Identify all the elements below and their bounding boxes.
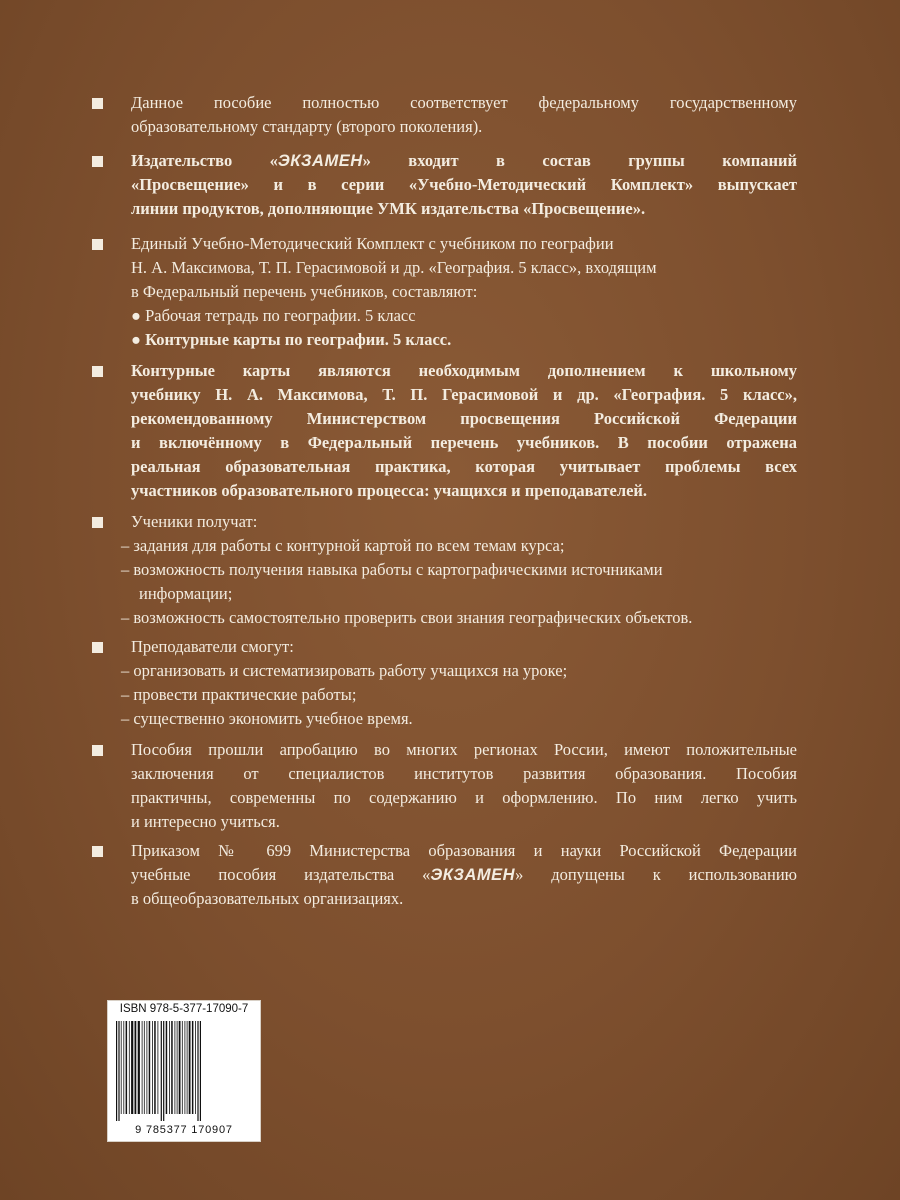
barcode-bar [179, 1021, 181, 1114]
isbn-label: ISBN 978-5-377-17090-7 [119, 1003, 249, 1015]
section-title: Преподаватели смогут: [131, 637, 294, 656]
barcode-bar [138, 1021, 140, 1114]
section-students [92, 510, 797, 630]
square-bullet-icon [92, 98, 103, 109]
text-line: учебные пособия издательства «ЭКЗАМЕН» допущены к использованию [131, 865, 797, 884]
barcode-bar [197, 1021, 198, 1121]
square-bullet-icon [92, 156, 103, 167]
section-contour-maps [92, 359, 797, 503]
barcode-bar [154, 1021, 156, 1114]
barcode-bar [166, 1021, 168, 1114]
section-title: Ученики получат: [131, 512, 258, 531]
brand-name: ЭКЗАМЕН [277, 152, 363, 170]
square-bullet-icon [92, 745, 103, 756]
barcode-bar [118, 1021, 119, 1121]
text-line: Приказом № 699 Министерства образования и науки Российской Федерации [131, 841, 797, 860]
barcode-bar [177, 1021, 178, 1114]
text-line: учебнику Н. А. Максимова, Т. П. Герасимовой и др. «География. 5 класс», [131, 385, 797, 404]
list-item: – существенно экономить учебное время. [121, 709, 413, 728]
barcode-digits: 9 785377 170907 [135, 1124, 233, 1136]
barcode-bar [161, 1021, 162, 1121]
barcode-bar [185, 1021, 186, 1114]
barcode-bar [116, 1021, 117, 1121]
list-item: ● Контурные карты по географии. 5 класс. [131, 330, 452, 349]
text-line: рекомендованному Министерством просвещения Российской Федерации [131, 409, 797, 428]
square-bullet-icon [92, 239, 103, 250]
barcode-bar [163, 1021, 164, 1121]
barcode-bar [149, 1021, 151, 1114]
section-umk [92, 232, 797, 352]
barcode-bar [189, 1021, 191, 1114]
text-line: «Просвещение» и в серии «Учебно-Методический Комплект» выпускает [131, 175, 797, 194]
text-line: и интересно учиться. [131, 812, 280, 831]
text-line: в Федеральный перечень учебников, составляют: [131, 282, 478, 301]
list-item: – провести практические работы; [121, 685, 357, 704]
barcode-bar [123, 1021, 124, 1114]
brand-name: ЭКЗАМЕН [430, 866, 516, 884]
text-line: практичны, современны по содержанию и оформлению. По ним легко учить [131, 788, 797, 807]
text-line: Единый Учебно-Методический Комплект с учебником по географии [131, 234, 614, 253]
text-line: и включённому в Федеральный перечень учебников. В пособии отражена [131, 433, 797, 452]
text-line: заключения от специалистов институтов развития образования. Пособия [131, 764, 797, 783]
text-line: образовательному стандарту (второго поколения). [131, 117, 483, 136]
section-publisher [92, 149, 797, 221]
barcode-bar [121, 1021, 122, 1114]
section-order [92, 839, 797, 911]
text-line: Издательство «ЭКЗАМЕН» входит в состав группы компаний [131, 151, 797, 170]
list-item: – возможность получения навыка работы с картографическими источниками [121, 560, 663, 579]
square-bullet-icon [92, 366, 103, 377]
text-line: реальная образовательная практика, которая учитывает проблемы всех [131, 457, 797, 476]
list-item: – организовать и систематизировать работу учащихся на уроке; [121, 661, 568, 680]
barcode-bar [126, 1021, 128, 1114]
text-line: Пособия прошли апробацию во многих регионах России, имеют положительные [131, 740, 797, 759]
barcode-bar [129, 1021, 130, 1114]
square-bullet-icon [92, 846, 103, 857]
square-bullet-icon [92, 517, 103, 528]
barcode-bar [158, 1021, 159, 1114]
text-line: участников образовательного процесса: учащихся и преподавателей. [131, 481, 648, 500]
section-teachers [92, 635, 797, 731]
barcode-bar [171, 1021, 173, 1114]
barcode-bar [200, 1021, 201, 1121]
barcode-bar [131, 1021, 133, 1114]
barcode-bar [147, 1021, 148, 1114]
square-bullet-icon [92, 642, 103, 653]
list-item: – задания для работы с контурной картой по всем темам курса; [121, 536, 565, 555]
barcode-bar [152, 1021, 153, 1114]
list-item: информации; [139, 584, 233, 603]
text-line: Контурные карты являются необходимым дополнением к школьному [131, 361, 797, 380]
list-item: – возможность самостоятельно проверить свои знания географических объектов. [121, 608, 693, 627]
barcode-bar [187, 1021, 188, 1114]
barcode-bar [192, 1021, 194, 1114]
barcode-bar [169, 1021, 170, 1114]
text-line: линии продуктов, дополняющие УМК издательства «Просвещение». [131, 199, 646, 218]
text-line: Данное пособие полностью соответствует федеральному государственному [131, 93, 797, 112]
section-standard [92, 91, 797, 139]
text-line: Н. А. Максимова, Т. П. Герасимовой и др. «География. 5 класс», входящим [131, 258, 657, 277]
barcode-bar [182, 1021, 183, 1114]
text-line: в общеобразовательных организациях. [131, 889, 404, 908]
barcode-bar [195, 1021, 196, 1114]
section-approbation [92, 738, 797, 834]
barcode-bar [175, 1021, 176, 1114]
barcode-bar [144, 1021, 145, 1114]
barcode [114, 1021, 254, 1121]
barcode-bar [142, 1021, 143, 1114]
barcode-bar [135, 1021, 137, 1114]
isbn-barcode-block [107, 1000, 261, 1142]
list-item: ● Рабочая тетрадь по географии. 5 класс [131, 306, 416, 325]
